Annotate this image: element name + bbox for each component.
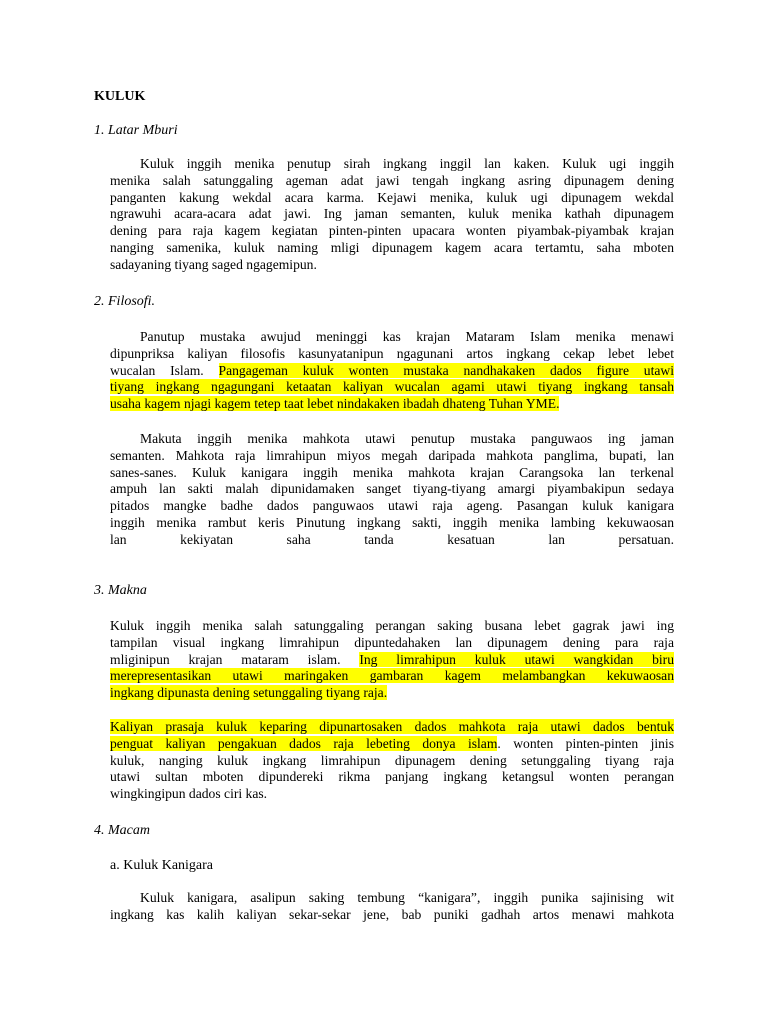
text-line [110,719,674,736]
paragraph-filosofi-2 [110,431,674,549]
highlighted-text: Pangageman kuluk wonten mustaka nandhakaken dados figure utawi [218,362,674,378]
text-line: Panutup mustaka awujud meninggi kas krajan Mataram Islam menika menawi [140,329,674,344]
text-line: wingkingipun dados ciri kas. [110,786,268,802]
paragraph-makna-2 [110,719,674,803]
section-heading-macam: 4. Macam [94,823,150,838]
text-line: nanging samenika, kuluk naming mligi dipunagem kagem acara tertamtu, saha mboten [110,239,674,255]
paragraph-kuluk-kanigara [110,890,674,924]
text-line: menika salah satunggaling ageman adat jawi tengah ingkang asring dipunagem dening [110,172,674,188]
text-line: Kuluk inggih menika salah satunggaling perangan saking busana lebet gagrak jawi ing [110,618,674,633]
text-run: mliginipun krajan mataram islam. [110,651,360,667]
text-line: tampilan visual ingkang limrahipun dipuntedahaken lan dipunagem dening para raja [110,634,674,650]
text-line: ingkang kas kalih kaliyan sekar-sekar jene, bab puniki gadhah artos menawi mahkota [110,906,674,922]
text-line: panganten kakung wekdal acara karma. Kejawi menika, kuluk ugi dipunagem wekdal [110,189,674,205]
highlighted-text: tiyang ingkang ngagungani ketaatan kaliyan wucalan agami utawi tiyang ingkang tansah [110,379,674,395]
section-heading-filosofi: 2. Filosofi. [94,294,156,309]
highlighted-text: ingkang dipunasta dening setunggaling tiyang raja. [110,685,388,701]
document-title: KULUK [94,89,146,104]
highlighted-text: penguat kaliyan pengakuan dados raja lebeting donya islam [110,735,498,751]
text-run: . wonten pinten-pinten jinis [497,735,674,751]
text-line: sanes-sanes. Kuluk kanigara inggih menika mahkota krajan Carangsoka lan terkenal [110,464,674,480]
text-line: dening para raja kagem kegiatan pinten-pinten upacara wonten piyambak-piyambak krajan [110,223,674,239]
text-line [110,363,674,380]
text-line [110,736,674,753]
text-line: Kuluk kanigara, asalipun saking tembung “kanigara”, inggih punika sajinising wit [140,890,674,905]
text-line [110,652,674,669]
highlighted-text: Kaliyan prasaja kuluk keparing dipunartosaken dados mahkota raja utawi dados bentuk [110,719,674,734]
paragraph-makna-1 [110,618,674,702]
text-line [110,685,674,702]
text-line: dipunpriksa kaliyan filosofis kasunyatanipun ngagunani artos ingkang cekap lebet lebet [110,345,674,361]
highlighted-text: usaha kagem njagi kagem tetep taat lebet nindakaken ibadah dhateng Tuhan YME. [110,396,560,412]
text-line: lan kekiyatan saha tanda kesatuan lan persatuan. [110,531,674,547]
section-heading-makna: 3. Makna [94,583,147,598]
text-line: inggih menika rambut keris Pinutung ingkang sakti, inggih menika lambing kekuwaosan [110,514,674,530]
subsection-heading-kuluk-kanigara: a. Kuluk Kanigara [110,858,214,873]
text-line: kuluk, nanging kuluk ingkang limrahipun dipunagem dening setunggaling tiyang raja [110,752,674,768]
text-line: ngrawuhi acara-acara adat jawi. Ing jaman semanten, kuluk menika kathah dipunagem [110,206,674,222]
text-line: pitados mangke badhe dados panguwaos utawi raja ageng. Pasangan kuluk kanigara [110,498,674,514]
text-line: semanten. Mahkota raja limrahipun miyos megah daripada mahkota panglima, bupati, lan [110,447,674,463]
highlighted-text: Ing limrahipun kuluk utawi wangkidan biru [359,651,674,667]
text-line [110,668,674,685]
text-line: ampuh lan sakti malah dipunidamaken sanget tiyang-tiyang amargi piyambakipun sedaya [110,481,674,497]
paragraph-filosofi-1 [110,329,674,413]
highlighted-text: merepresentasikan utawi maringaken gambaran kagem melambangkan kekuwaosan [110,668,674,684]
text-line [110,379,674,396]
text-line: Kuluk inggih menika penutup sirah ingkang inggil lan kaken. Kuluk ugi inggih [140,156,674,171]
text-line [110,396,674,413]
paragraph-latar-mburi [110,156,674,274]
text-line: Makuta inggih menika mahkota utawi penutup mustaka panguwaos ing jaman [140,431,674,446]
text-run: wucalan Islam. [110,362,219,378]
section-heading-latar-mburi: 1. Latar Mburi [94,123,178,138]
text-line: utawi sultan mboten dipundereki rikma panjang ingkang ketangsul wonten perangan [110,769,674,785]
text-line: sadayaning tiyang saged ngagemipun. [110,256,317,272]
